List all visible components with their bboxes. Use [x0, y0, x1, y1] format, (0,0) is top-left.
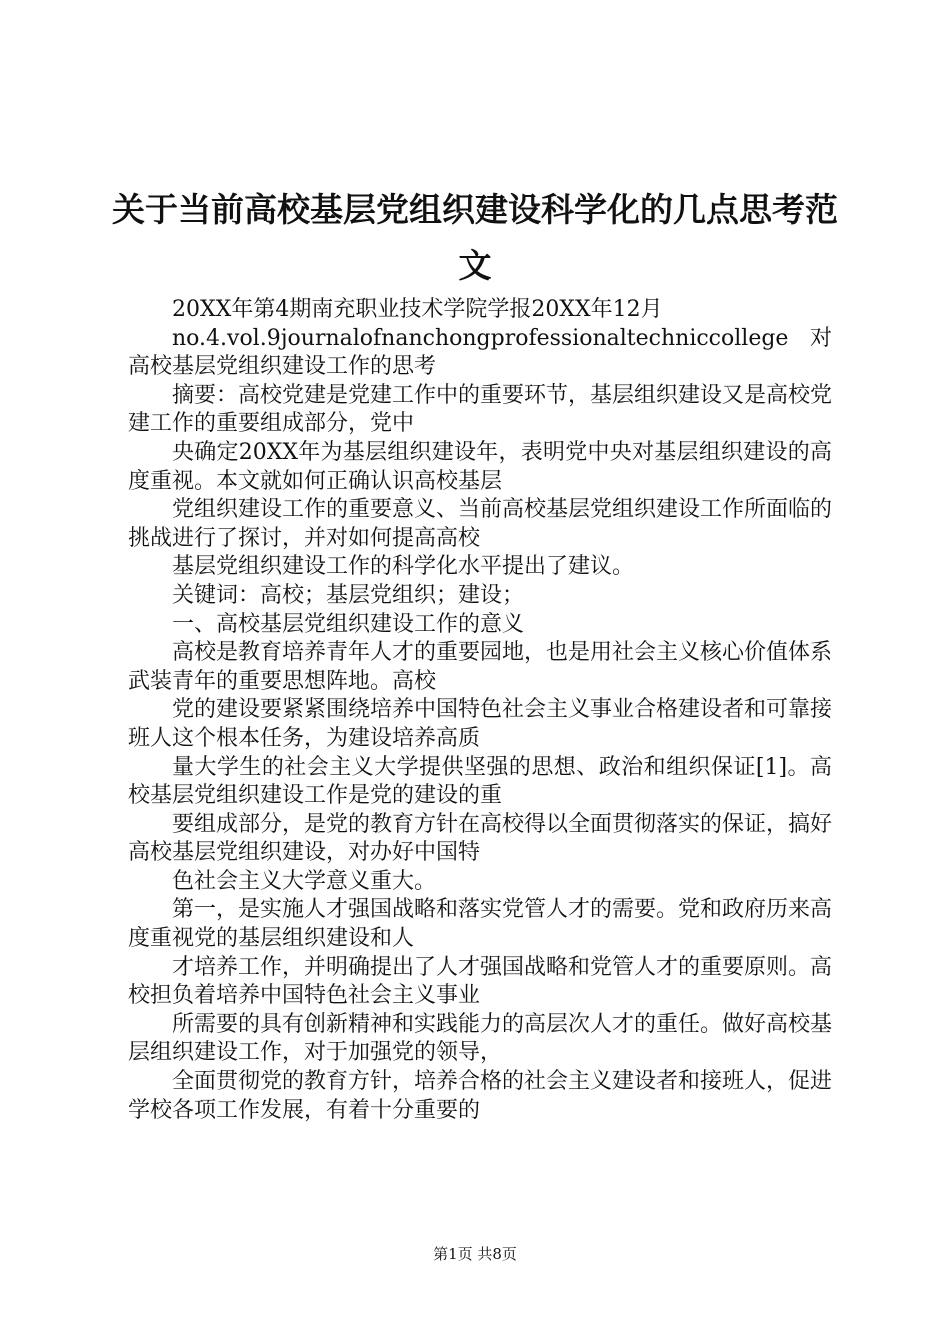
paragraph: 20XX年第4期南充职业技术学院学报20XX年12月	[172, 297, 663, 322]
page-number-footer: 第1页 共8页	[433, 1245, 517, 1263]
section-heading: 一、高校基层党组织建设工作的意义	[172, 611, 525, 637]
paragraph: 基层党组织建设工作的科学化水平提出了建议。	[172, 554, 635, 580]
document-title: 关于当前高校基层党组织建设科学化的几点思考范文	[112, 190, 838, 285]
paragraph: 关键词：高校；基层党组织；建设；	[172, 582, 525, 608]
paragraph: 才培养工作，并明确提出了人才强国战略和党管人才的重要原则。高校担负着培养中国特色社会主义事业	[128, 954, 833, 1009]
paragraph: 要组成部分，是党的教育方针在高校得以全面贯彻落实的保证，搞好高校基层党组织建设，对办好中国特	[128, 811, 833, 866]
paragraph: 量大学生的社会主义大学提供坚强的思想、政治和组织保证[1]。高校基层党组织建设工作是党的建设的重	[128, 754, 832, 809]
paragraph: 党组织建设工作的重要意义、当前高校基层党组织建设工作所面临的挑战进行了探讨，并对如何提高高校	[128, 497, 833, 551]
paragraph: 摘要：高校党建是党建工作中的重要环节，基层组织建设又是高校党建工作的重要组成部分，党中	[128, 382, 833, 437]
paragraph: 第一，是实施人才强国战略和落实党管人才的需要。党和政府历来高度重视党的基层组织建设和人	[128, 897, 833, 952]
paragraph: 党的建设要紧紧围绕培养中国特色社会主义事业合格建设者和可靠接班人这个根本任务，为建设培养高质	[128, 697, 833, 751]
paragraph: no.4.vol.9journalofnanchongprofessionaltechniccollege对高校基层党组织建设工作的思考	[128, 325, 832, 380]
paragraph: 高校是教育培养青年人才的重要园地，也是用社会主义核心价值体系武装青年的重要思想阵地。高校	[128, 640, 833, 694]
paragraph: 央确定20XX年为基层组织建设年，表明党中央对基层组织建设的高度重视。本文就如何正确认识高校基层	[128, 439, 832, 494]
paragraph: 所需要的具有创新精神和实践能力的高层次人才的重任。做好高校基层组织建设工作，对于加强党的领导，	[128, 1011, 833, 1066]
paragraph: 色社会主义大学意义重大。	[172, 868, 437, 894]
document-body	[128, 296, 832, 1125]
paragraph: 全面贯彻党的教育方针，培养合格的社会主义建设者和接班人，促进学校各项工作发展，有着十分重要的	[128, 1069, 833, 1123]
